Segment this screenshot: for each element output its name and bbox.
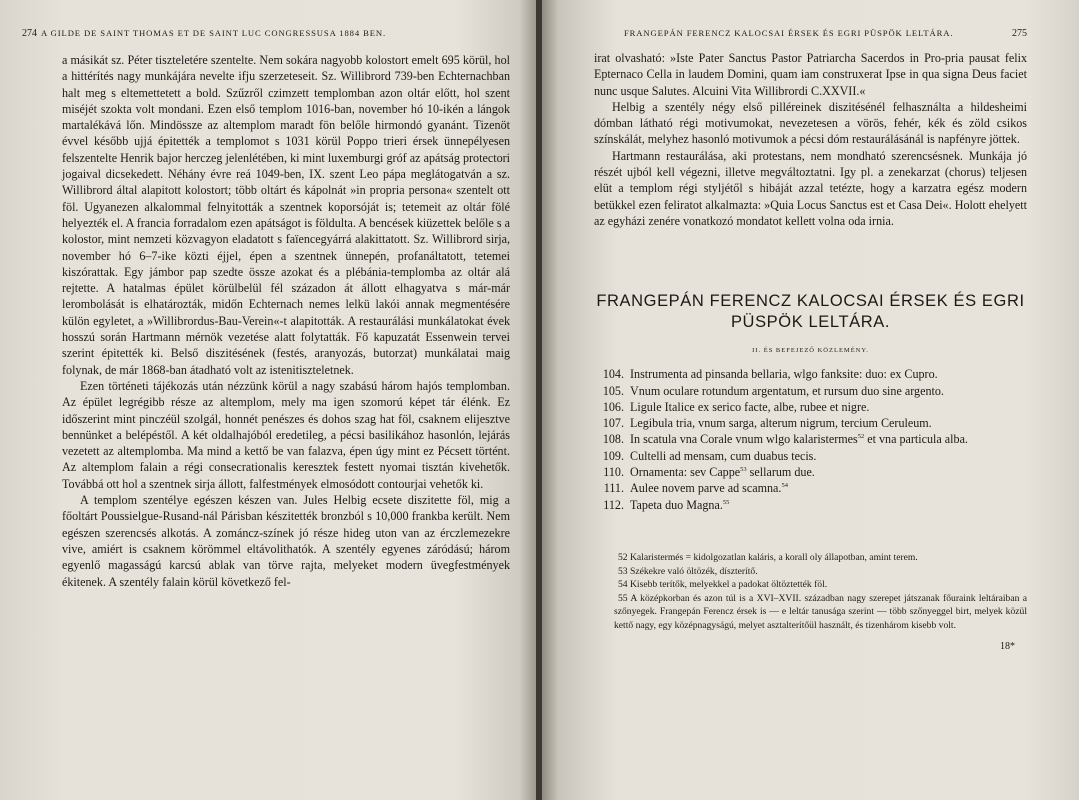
footnote: 53 Székekre való öltözék, díszterítő. [618, 565, 758, 577]
item-text-tail: et vna particula alba. [864, 432, 968, 447]
item-text [630, 448, 1027, 464]
item-text [630, 497, 1027, 513]
footnotes [594, 551, 1027, 633]
item-number: 111. [603, 481, 624, 496]
list-item [594, 480, 1027, 496]
section-subtitle: II. ÉS BEFEJEZŐ KÖZLEMÉNY. [752, 347, 869, 355]
right-body [594, 50, 1027, 229]
item-text-main: Tapeta duo Magna. [630, 497, 723, 512]
left-paragraph-3: A templom szentélye egészen készen van. Jules Helbig ecsete diszitette föl, mig a főoltárt Poussielgue-Rusand-nál Párisban készitették bronzból s 10,000 frankba került. Nem egészen szerencsés alkotás. A zománcz-színek jó része hideg uton van az érczlemezekre vive, amiért is csaknem körömmel eltávolithatók. A szentély egyenes záródású; három egyenlő magasságú karcsú ablak van törve rajta, melyeket modern üvegfestmények ékitenek. A szentély falain körül következő fel- [62, 493, 510, 589]
item-text [630, 464, 1027, 480]
item-number: 110. [603, 465, 624, 480]
list-item [594, 464, 1027, 480]
footnote: 55 A középkorban és azon túl is a XVI–XVII. században nagy szerepet játszanak főuraink leltáraiban a szőnyegek. Frangepán Ferencz érsek is — e leltár tanusága szerint — több szőnyeggel birt, melyek közül kettő nagy, egy középnagyságú, melyet asztalterítőül használt, és tizenhárom kisebb volt. [614, 592, 1027, 631]
inventory-list [594, 366, 1027, 513]
left-running-head [22, 28, 510, 42]
right-paragraph-2: Helbig a szentély négy első pilléreinek diszitésénél felhasználta a hildesheimi dómban látható régi motivumokat, nevezetesen a vörös, fehér, kék és zöld csikos színskálát, melyhez hasonló motivumok a pécsi dóm restaurálásánál is napfényre jöttek. [594, 99, 1027, 147]
right-header-text: FRANGEPÁN FERENCZ KALOCSAI ÉRSEK ÉS EGRI PÜSPÖK LELTÁRA. [624, 28, 954, 38]
footnote: 54 Kisebb terítők, melyekkel a padokat öltöztették föl. [618, 579, 828, 591]
list-item [594, 383, 1027, 399]
item-number: 104. [602, 367, 624, 382]
item-text-main: Legibula tria, vnum sarga, alterum nigrum, tercium Ceruleum. [630, 416, 932, 431]
item-text-main: In scatula vna Corale vnum wlgo kalaristermes [630, 432, 858, 447]
left-page [0, 0, 536, 800]
list-item [594, 366, 1027, 382]
footnote: 52 Kalaristermés = kidolgozatlan kaláris, a korall oly állapotban, amint terem. [618, 551, 918, 563]
item-text [630, 415, 1027, 431]
item-text-tail: sellarum due. [746, 465, 815, 480]
list-item [594, 497, 1027, 513]
right-paragraph-3: Hartmann restaurálása, aki protestans, nem mondható szerencsésnek. Munkája jó részét ujból kell végezni, illetve megváltoztatni. Igy pl. a zenekarzat (chorus) teljesen elüt a templom régi stylјétől s hibáját azzal tetézte, hogy a karzatra egész modern betükkel ezen feliratot alkalmazta: »Quia Locus Sanctus est et Casa Dei«. Holott ehelyett az egyházi zenére vonatkozó mondatot kellett volna oda irnia. [594, 148, 1027, 228]
item-number: 105. [602, 383, 624, 398]
item-text-main: Aulee novem parve ad scamna. [630, 481, 782, 496]
item-text-main: Ornamenta: sev Cappe [630, 465, 741, 480]
item-text [630, 399, 1027, 415]
item-text-main: Instrumenta ad pinsanda bellaria, wlgo fanksite: duo: ex Cupro. [630, 367, 938, 382]
left-paragraph-1: a másikát sz. Péter tiszteletére szentelte. Nem sokára nagyobb kolostort emelt 695 körül, hol a hittérítés nagy munkájára nevelte ifju szerzeteseit. Sz. Willibrord 739-ben Echternachban halt meg s eltemettetett a bold. Szűzről czimzett templomban azon oltár előtt, hol szent miséjét szokta volt mondani. Ezen első templom 1016-ban, november hó 10-ikén a lángok martalékává lőn. Mindössze az altemplom maradt fön belőle hirmondó gyanánt. Tizenöt évvel később ujjá épitették a templomot s 1031 körül Poppo trieri érsek ünnepélyesen felszentelte Henrik bajor herczeg jelenlétében, ki mint luxemburgi gróf az apátság protectori jogaival dicsekedett. Néhány évre reá 1049-ben, IX. szent Leo pápa meglátogatván a sz. Willibrord által alapitott kolostort; több oltárt és kápolnát »in propria persona« szentelt ott föl. Ugyanezen alkalommal felnyitották a szentnek koporsóját is; tetemeit az oltár fölé helyezték el. A francia forradalom ezen apátságot is földulta. A bencések kiüzettek belőle s a kolostor, mint nemzeti közvagyon eladatott s faïencegyárrá alakittatott. Sz. Willibrord sirja, november hó 6–7-ike közti éjjel, épen a szentnek ünnepén, profanáltatott, tetemei kiszórattak. Egy jámbor pap szedte össze azokat és a plébánia-templomba az oltár alá rejtette. A hatalmas épület körülbelül fél századon át állott elhagyatva s már-már lerombolását is elhatározták, midőn Echternach nemes lelkü lakói annak megmentésére külön egyletet, a »Willibrordus-Bau-Verein«-t alapitották. A restaurálási munkálatokat évek hosszú során Hartmann mérnök vezetése alatt folytatták. Fő kapuzatát Essenwein tervei szerint épitették ki. Belső diszitésének (festés, aranyozás, butorzat) munkálatai maig folynak, de már 1868-ban átadható volt az istenitiszteletnek. [62, 53, 510, 377]
item-text-main: Vnum oculare rotundum argentatum, et rursum duo sine argento. [630, 383, 944, 398]
footnote-ref: 55 [722, 498, 730, 506]
right-running-head [594, 28, 1027, 42]
signature-mark: 18* [1000, 640, 1015, 652]
section-title-line-1: FRANGEPÁN FERENCZ KALOCSAI ÉRSEK ÉS EGRI [596, 292, 1025, 311]
left-paragraph-2: Ezen történeti tájékozás után nézzünk körül a nagy szabású három hajós templomban. Az épület legrégibb része az altemplom, mely ma igen szomorú képet tár élénk. Ez időszerint mint pinczéül szolgál, honnét penészes és dohos szag hat föl, csaknem elijesztve bennünket a belépéstől. A két oldalhajóból eredetileg, a pécsi basilikához hasonlón, lejárás vezetett az altemplomba. Ma mind a kettő be van falazva, épen úgy mint ez Pécsett történt. Az altemplom falain a régi consecrationalis keresztek festett nyomai tisztán kivehetők. Továbbá ott hol a szentnek sirja állott, falfestmények elmosódott contourjai vehetők ki. [62, 378, 510, 491]
item-number: 107. [602, 416, 624, 431]
item-number: 108. [602, 432, 624, 447]
item-number: 109. [602, 448, 624, 463]
item-text [630, 383, 1027, 399]
footnote-ref: 54 [781, 482, 788, 490]
left-body [62, 52, 510, 590]
section-title-line-2: PÜSPÖK LELTÁRA. [730, 313, 891, 332]
right-page [542, 0, 1079, 800]
item-text [630, 480, 1027, 496]
item-text-main: Cultelli ad mensam, cum duabus tecis. [630, 448, 817, 463]
footnote-ref: 52 [857, 433, 865, 441]
item-text [630, 431, 1027, 447]
right-page-number: 275 [1012, 28, 1027, 39]
item-number: 106. [602, 399, 624, 414]
left-page-number: 274 [22, 28, 37, 39]
right-paragraph-1: irat olvasható: »Iste Pater Sanctus Pastor Patriarcha Sacerdos in Pro-pria pausat felix Epternaco Cella in laudem Domini, quam iam construxerat Ipse in qua signa Deus faciet nunc usque Salutes. Alcuini Vita Willibrordi C.XXVII.« [594, 51, 1027, 98]
item-number: 112. [603, 497, 624, 512]
list-item [594, 448, 1027, 464]
item-text [630, 366, 1027, 382]
list-item [594, 415, 1027, 431]
section-title [594, 291, 1027, 333]
item-text-main: Ligule Italice ex serico facte, albe, rubee et nigre. [630, 399, 870, 414]
footnote-ref: 53 [740, 466, 747, 474]
list-item [594, 399, 1027, 415]
left-header-text: A GILDE DE SAINT THOMAS ET DE SAINT LUC CONGRESSUSA 1884 BEN. [41, 28, 387, 38]
list-item [594, 431, 1027, 447]
